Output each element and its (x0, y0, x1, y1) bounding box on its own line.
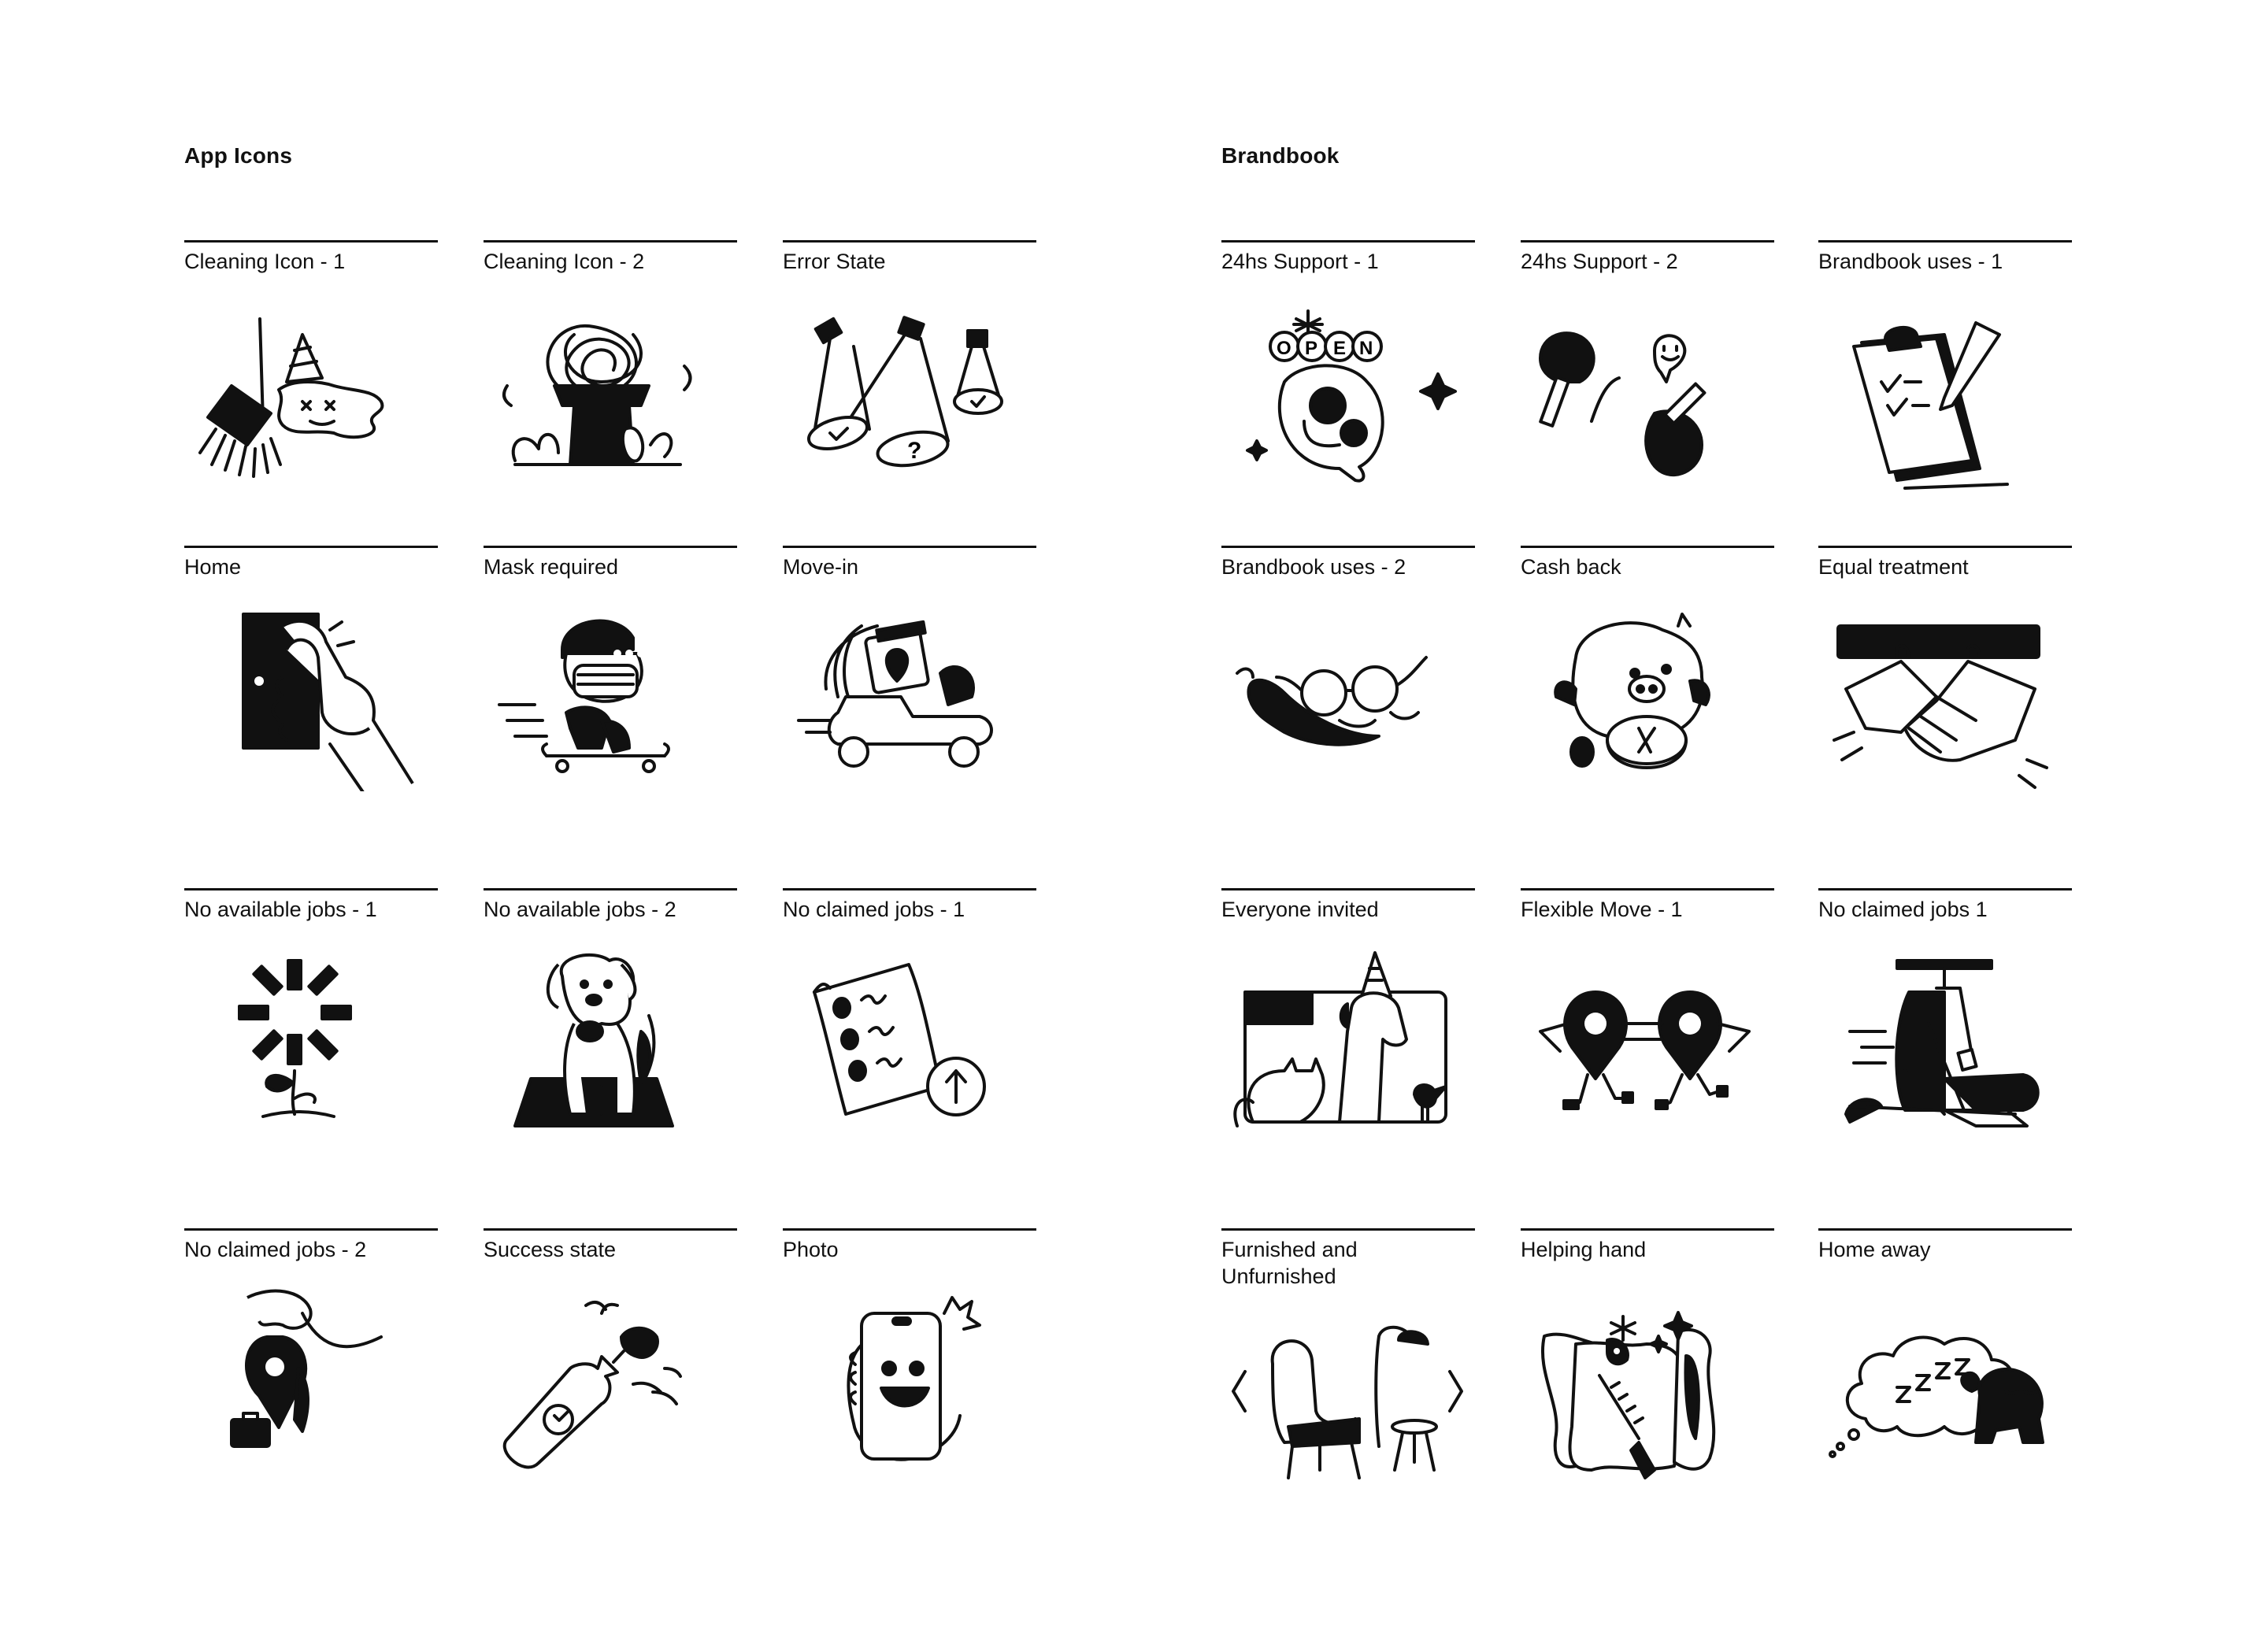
icon-label: Cash back (1521, 555, 1621, 579)
badge-letter: E (1333, 338, 1347, 359)
smiling-phone-icon (783, 1282, 1036, 1471)
icon-card[interactable] (184, 240, 438, 524)
icon-label: No claimed jobs - 2 (184, 1238, 367, 1261)
icon-label: Brandbook uses - 2 (1221, 555, 1406, 579)
icon-label: Home away (1818, 1238, 1931, 1261)
card-divider (1521, 546, 1774, 548)
card-divider (1221, 1228, 1475, 1231)
icon-card[interactable] (184, 546, 438, 829)
card-divider (1521, 240, 1774, 243)
card-divider (484, 240, 737, 243)
icon-label: No claimed jobs - 1 (783, 898, 965, 921)
section-title-app-icons: App Icons (184, 143, 293, 168)
card-divider (184, 240, 438, 243)
scooter-icon (783, 602, 1036, 791)
icon-card[interactable] (484, 546, 737, 829)
open-headset-icon (1221, 303, 1475, 492)
card-divider (1818, 1228, 2072, 1231)
icon-label: Helping hand (1521, 1238, 1647, 1261)
card-divider (783, 888, 1036, 890)
icon-label: Flexible Move - 1 (1521, 898, 1683, 921)
svg-text:?: ? (907, 438, 922, 464)
card-divider (1818, 240, 2072, 243)
champagne-bottle-icon (484, 1282, 737, 1471)
icon-label: Success state (484, 1238, 617, 1261)
icon-card[interactable] (783, 240, 1036, 524)
icon-card[interactable] (484, 1228, 737, 1512)
icon-card[interactable] (1221, 546, 1475, 829)
icon-label: No available jobs - 2 (484, 898, 676, 921)
icon-card[interactable] (1221, 240, 1475, 524)
pepper-glasses-icon (1221, 602, 1475, 791)
icon-label: Mask required (484, 555, 619, 579)
icon-card[interactable] (1818, 240, 2072, 524)
document-upload-icon (783, 945, 1036, 1134)
badge-letter: P (1305, 338, 1318, 359)
icon-card[interactable] (1521, 888, 1774, 1172)
card-divider (184, 888, 438, 890)
card-divider (783, 546, 1036, 548)
walking-pins-icon (1521, 945, 1774, 1134)
door-hand-icon (184, 602, 438, 791)
icon-label: Cleaning Icon - 2 (484, 250, 645, 273)
hand-pin-briefcase-icon (184, 1282, 438, 1471)
icon-card[interactable] (484, 888, 737, 1172)
icon-label: Everyone invited (1221, 898, 1379, 921)
scribble-pot-icon (484, 303, 737, 492)
card-divider (783, 240, 1036, 243)
card-divider (1818, 546, 2072, 548)
icon-label: 24hs Support - 2 (1521, 250, 1678, 273)
pillows-icon (1521, 1301, 1774, 1490)
icon-card[interactable] (1521, 546, 1774, 829)
card-divider (783, 1228, 1036, 1231)
card-divider (1521, 1228, 1774, 1231)
badge-letter: O (1277, 338, 1292, 359)
icon-label: Cleaning Icon - 1 (184, 250, 346, 273)
icon-card[interactable] (1221, 888, 1475, 1172)
clipboard-pen-icon (1818, 303, 2072, 492)
card-divider (484, 546, 737, 548)
icon-label: Photo (783, 1238, 839, 1261)
masked-skater-icon (484, 602, 737, 791)
card-divider (1221, 240, 1475, 243)
pets-party-icon (1221, 945, 1475, 1134)
dog-mat-icon (484, 945, 737, 1134)
icon-card[interactable] (1818, 888, 2072, 1172)
chair-lamp-icon (1221, 1301, 1475, 1490)
icon-card[interactable] (783, 546, 1036, 829)
piggy-coin-icon (1521, 602, 1774, 791)
icon-label: Error State (783, 250, 886, 273)
card-divider (1221, 888, 1475, 890)
card-divider (184, 1228, 438, 1231)
card-divider (1521, 888, 1774, 890)
icon-label: No available jobs - 1 (184, 898, 377, 921)
rolling-paper-icon (1818, 945, 2072, 1134)
card-divider (484, 888, 737, 890)
icon-card[interactable] (1521, 240, 1774, 524)
card-divider (1221, 546, 1475, 548)
icon-card[interactable] (1221, 1228, 1475, 1512)
sprout-sun-icon (184, 945, 438, 1134)
icon-label: Brandbook uses - 1 (1818, 250, 2003, 273)
icon-card[interactable] (783, 888, 1036, 1172)
icon-card[interactable] (484, 240, 737, 524)
section-title-brandbook: Brandbook (1221, 143, 1340, 168)
handshake-icon (1818, 602, 2072, 791)
icon-card[interactable] (1818, 1228, 2072, 1512)
icon-label: No claimed jobs 1 (1818, 898, 1988, 921)
icon-card[interactable] (184, 888, 438, 1172)
card-divider (484, 1228, 737, 1231)
icon-label: Move-in (783, 555, 859, 579)
icon-label: Home (184, 555, 242, 579)
icon-card[interactable] (1818, 546, 2072, 829)
icon-label: Equal treatment (1818, 555, 1969, 579)
badge-letter: N (1359, 338, 1373, 359)
sleeping-sheep-icon (1818, 1301, 2072, 1490)
spotlights-icon (783, 303, 1036, 492)
icon-card[interactable] (1521, 1228, 1774, 1512)
card-divider (1818, 888, 2072, 890)
icon-label: Furnished and Unfurnished (1221, 1238, 1358, 1288)
icon-label: 24hs Support - 1 (1221, 250, 1379, 273)
card-divider (184, 546, 438, 548)
icon-card[interactable] (783, 1228, 1036, 1512)
ping-pong-icon (1521, 303, 1774, 492)
icon-card[interactable] (184, 1228, 438, 1512)
broom-icon (184, 303, 438, 492)
